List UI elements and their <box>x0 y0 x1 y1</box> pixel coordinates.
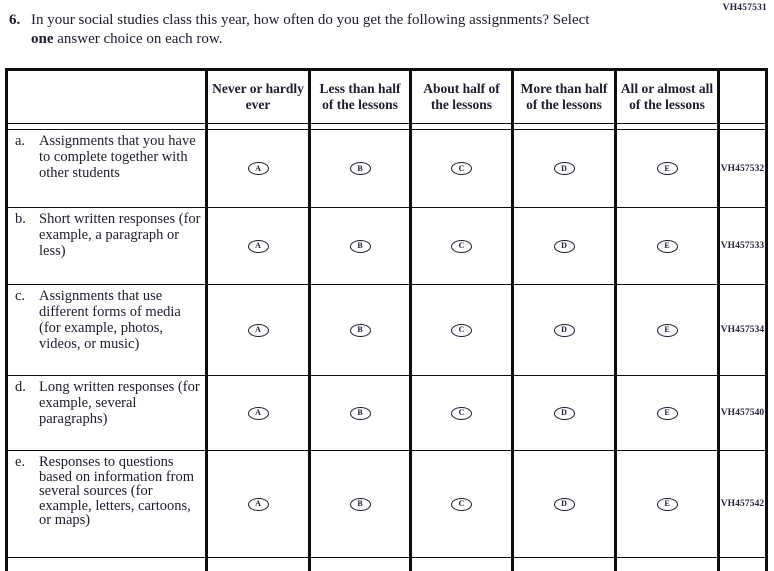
row-e-answer-bubble-e[interactable]: E <box>657 498 678 511</box>
row-c-option-cell-e <box>614 284 717 375</box>
row-c-option-cell-a <box>205 284 308 375</box>
row-e-option-cell-e <box>614 450 717 557</box>
row-a-answer-bubble-e[interactable]: E <box>657 162 678 175</box>
row-a-option-cell-e <box>614 130 717 207</box>
row-d-answer-bubble-e[interactable]: E <box>657 407 678 420</box>
row-e-option-cell-b <box>308 450 409 557</box>
row-d-answer-bubble-a[interactable]: A <box>248 407 269 420</box>
row-d-option-cell-e <box>614 375 717 450</box>
row-c-answer-bubble-d[interactable]: D <box>554 324 575 337</box>
row-e-answer-bubble-c[interactable]: C <box>451 498 472 511</box>
header-divider <box>409 123 511 130</box>
question-text <box>31 11 611 49</box>
row-a-answer-bubble-c[interactable]: C <box>451 162 472 175</box>
table-bottom-strip <box>205 557 308 571</box>
row-a-option-cell-d <box>511 130 614 207</box>
header-divider <box>511 123 614 130</box>
row-a-answer-bubble-a[interactable]: A <box>248 162 269 175</box>
question-text-start: In your social studies class this year, how often do you get the following assignments? Select <box>31 12 590 28</box>
row-e-answer-bubble-b[interactable]: B <box>350 498 371 511</box>
question-number: 6. <box>9 12 21 28</box>
row-c-stem <box>8 284 205 375</box>
column-header-about-half: About half of the lessons <box>409 71 511 123</box>
row-d-option-cell-c <box>409 375 511 450</box>
table-bottom-strip <box>614 557 717 571</box>
row-c-letter: c. <box>15 288 26 304</box>
header-divider <box>8 123 205 130</box>
table-bottom-strip <box>717 557 765 571</box>
table-bottom-strip <box>511 557 614 571</box>
row-e-letter: e. <box>15 454 26 470</box>
row-b-stem <box>8 207 205 284</box>
row-b-answer-bubble-b[interactable]: B <box>350 240 371 253</box>
row-a-option-cell-c <box>409 130 511 207</box>
row-e-stem <box>8 450 205 557</box>
row-a-option-cell-a <box>205 130 308 207</box>
row-d-answer-bubble-c[interactable]: C <box>451 407 472 420</box>
header-divider <box>308 123 409 130</box>
header-divider <box>614 123 717 130</box>
table-bottom-strip <box>308 557 409 571</box>
header-divider <box>717 123 765 130</box>
column-header-less-than-half: Less than half of the lessons <box>308 71 409 123</box>
column-header-more-than-half: More than half of the lessons <box>511 71 614 123</box>
column-header-never: Never or hardly ever <box>205 71 308 123</box>
row-b-answer-bubble-c[interactable]: C <box>451 240 472 253</box>
row-c-answer-bubble-e[interactable]: E <box>657 324 678 337</box>
header-divider <box>205 123 308 130</box>
row-a-stem <box>8 130 205 207</box>
row-b-option-cell-e <box>614 207 717 284</box>
row-a-stem-text: Assignments that you have to complete together with other students <box>39 133 196 181</box>
row-e-answer-bubble-a[interactable]: A <box>248 498 269 511</box>
row-d-answer-bubble-b[interactable]: B <box>350 407 371 420</box>
row-d-option-cell-a <box>205 375 308 450</box>
row-c-answer-bubble-c[interactable]: C <box>451 324 472 337</box>
row-d-letter: d. <box>15 379 26 395</box>
row-b-option-cell-d <box>511 207 614 284</box>
row-b-vh-code: VH457533 <box>717 207 765 284</box>
table-bottom-strip <box>8 557 205 571</box>
row-c-stem-text: Assignments that use different forms of media (for example, photos, videos, or music) <box>39 288 181 352</box>
row-c-answer-bubble-a[interactable]: A <box>248 324 269 337</box>
row-c-vh-code: VH457534 <box>717 284 765 375</box>
header-code-blank <box>717 71 765 123</box>
row-b-answer-bubble-e[interactable]: E <box>657 240 678 253</box>
header-stem-blank <box>8 71 205 123</box>
row-d-stem <box>8 375 205 450</box>
row-b-answer-bubble-d[interactable]: D <box>554 240 575 253</box>
assignments-frequency-table <box>5 68 768 571</box>
row-c-option-cell-d <box>511 284 614 375</box>
row-b-stem-text: Short written responses (for example, a paragraph or less) <box>39 211 201 259</box>
row-c-option-cell-b <box>308 284 409 375</box>
row-b-letter: b. <box>15 211 26 227</box>
row-b-answer-bubble-a[interactable]: A <box>248 240 269 253</box>
row-e-option-cell-d <box>511 450 614 557</box>
row-e-vh-code: VH457542 <box>717 450 765 557</box>
row-a-answer-bubble-d[interactable]: D <box>554 162 575 175</box>
row-e-answer-bubble-d[interactable]: D <box>554 498 575 511</box>
page-vh-code: VH457531 <box>722 3 767 13</box>
row-b-option-cell-c <box>409 207 511 284</box>
row-b-option-cell-b <box>308 207 409 284</box>
row-d-answer-bubble-d[interactable]: D <box>554 407 575 420</box>
row-a-vh-code: VH457532 <box>717 130 765 207</box>
row-e-stem-text: Responses to questions based on information from several sources (for example, letters, cartoons, or maps) <box>39 454 195 528</box>
column-header-all-or-almost-all: All or almost all of the lessons <box>614 71 717 123</box>
row-a-answer-bubble-b[interactable]: B <box>350 162 371 175</box>
row-a-option-cell-b <box>308 130 409 207</box>
question-text-end: answer choice on each row. <box>53 31 223 48</box>
row-c-answer-bubble-b[interactable]: B <box>350 324 371 337</box>
question-text-bold: one <box>31 31 54 48</box>
row-e-option-cell-c <box>409 450 511 557</box>
table-bottom-strip <box>409 557 511 571</box>
row-b-option-cell-a <box>205 207 308 284</box>
row-a-letter: a. <box>15 133 26 149</box>
row-d-option-cell-d <box>511 375 614 450</box>
row-d-vh-code: VH457540 <box>717 375 765 450</box>
row-c-option-cell-c <box>409 284 511 375</box>
question-block <box>9 11 611 49</box>
row-d-option-cell-b <box>308 375 409 450</box>
row-d-stem-text: Long written responses (for example, several paragraphs) <box>39 379 200 427</box>
row-e-option-cell-a <box>205 450 308 557</box>
